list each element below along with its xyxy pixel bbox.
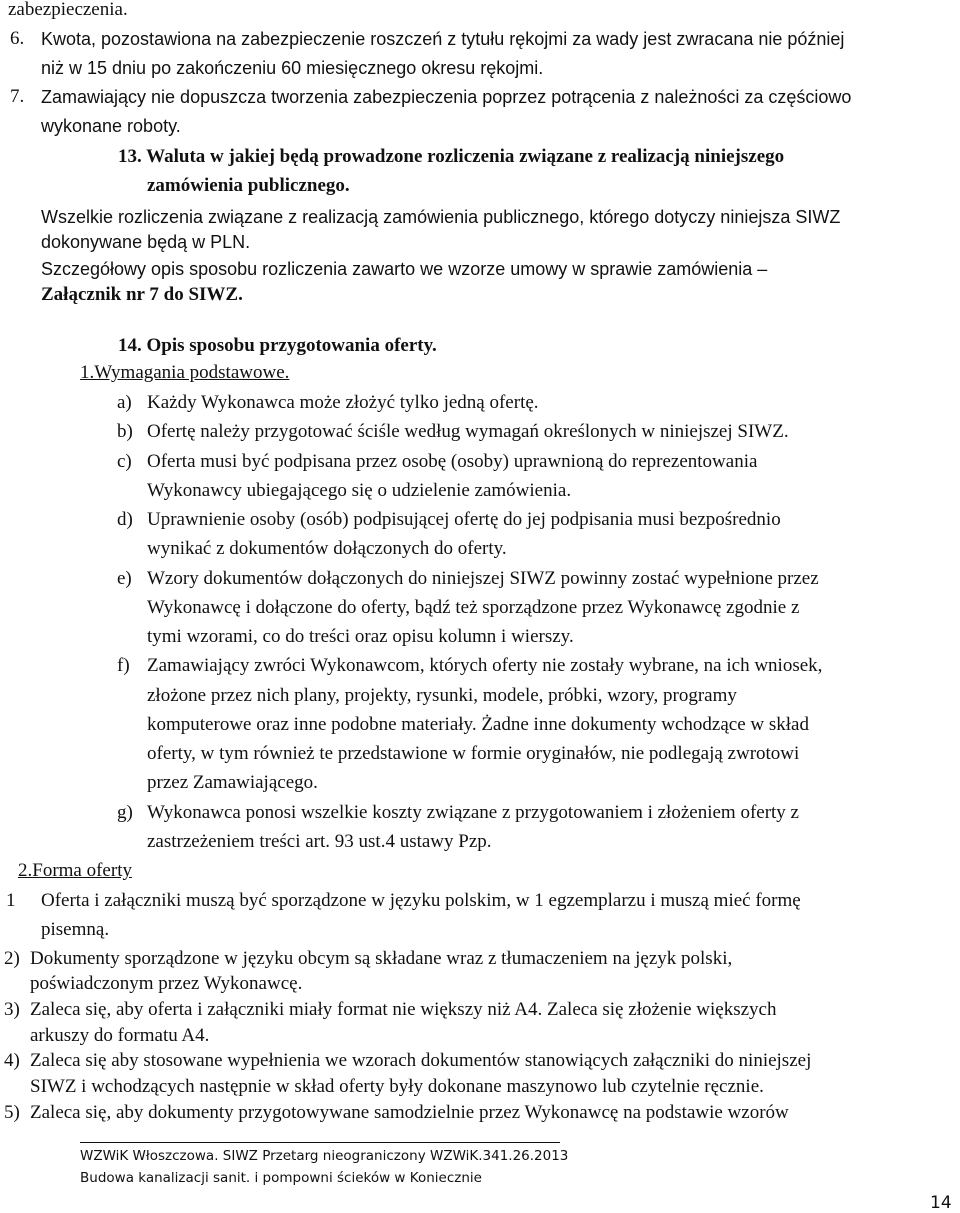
section-13-text: Szczegółowy opis sposobu rozliczenia zawarto we wzorze umowy w sprawie zamówienia – — [41, 259, 768, 279]
text-line: zabezpieczenia. — [8, 0, 128, 20]
list-item-e-line1: Wzory dokumentów dołączonych do niniejszej SIWZ powinny zostać wypełnione przez — [147, 568, 819, 589]
section-13-heading: 13. Waluta w jakiej będą prowadzone rozliczenia związane z realizacją niniejszego — [118, 146, 785, 167]
list-marker: g) — [117, 802, 133, 823]
section-13-text: dokonywane będą w PLN. — [41, 232, 251, 252]
list-item-f-line2: złożone przez nich plany, projekty, rysunki, modele, próbki, wzory, programy — [147, 685, 737, 706]
list-item-e-line2: Wykonawcę i dołączone do oferty, bądź też sporządzone przez Wykonawcę zgodnie z — [147, 597, 800, 618]
section-13-text: Wszelkie rozliczenia związane z realizacją zamówienia publicznego, którego dotyczy niniejsza SIWZ — [41, 207, 841, 227]
list-item-c-line1: Oferta musi być podpisana przez osobę (osoby) uprawnioną do reprezentowania — [147, 451, 758, 472]
list-marker: f) — [117, 655, 130, 676]
footer-line-2: Budowa kanalizacji sanit. i pompowni ścieków w Koniecznie — [80, 1170, 482, 1186]
list-item-d-line2: wynikać z dokumentów dołączonych do oferty. — [147, 538, 507, 559]
list-marker: d) — [117, 509, 133, 530]
list-marker: 4) — [4, 1050, 20, 1071]
list-marker: 1 — [6, 890, 16, 911]
list-marker: 2) — [4, 948, 20, 969]
numbered-item-5-line1: Zaleca się, aby dokumenty przygotowywane samodzielnie przez Wykonawcę na podstawie wzorów — [30, 1102, 789, 1123]
numbered-item-1-line2: pisemną. — [41, 919, 110, 940]
numbered-item-4-line1: Zaleca się aby stosowane wypełnienia we wzorach dokumentów stanowiących załączniki do niniejszej — [30, 1050, 812, 1071]
list-marker: 3) — [4, 999, 20, 1020]
list-item-f-line1: Zamawiający zwróci Wykonawcom, których oferty nie zostały wybrane, na ich wniosek, — [147, 655, 823, 676]
subheading-basic-requirements: 1.Wymagania podstawowe. — [80, 362, 290, 383]
footer-divider — [80, 1142, 560, 1143]
list-item-7-line1: Zamawiający nie dopuszcza tworzenia zabezpieczenia poprzez potrącenia z należności za częściowo — [41, 87, 852, 107]
list-marker: a) — [117, 392, 132, 413]
subheading-offer-form: 2.Forma oferty — [18, 860, 132, 881]
numbered-item-4-line2: SIWZ i wchodzących następnie w skład oferty były dokonane maszynowo lub czytelnie ręcznie. — [30, 1076, 764, 1097]
list-marker: b) — [117, 421, 133, 442]
list-item-7-line2: wykonane roboty. — [41, 116, 181, 136]
footer-line-1: WZWiK Włoszczowa. SIWZ Przetarg nieograniczony WZWiK.341.26.2013 — [80, 1148, 569, 1164]
list-item-f-line4: oferty, w tym również te przedstawione w formie oryginałów, nie podlegają zwrotowi — [147, 743, 800, 764]
list-item-g-line1: Wykonawca ponosi wszelkie koszty związane z przygotowaniem i złożeniem oferty z — [147, 802, 799, 823]
list-marker: c) — [117, 451, 132, 472]
list-item-c-line2: Wykonawcy ubiegającego się o udzielenie zamówienia. — [147, 480, 572, 501]
list-item-a: Każdy Wykonawca może złożyć tylko jedną ofertę. — [147, 392, 539, 413]
list-item-e-line3: tymi wzorami, co do treści oraz opisu kolumn i wierszy. — [147, 626, 574, 647]
list-marker: 6. — [10, 28, 25, 49]
list-item-b: Ofertę należy przygotować ściśle według wymagań określonych w niniejszej SIWZ. — [147, 421, 789, 442]
list-item-6-line2: niż w 15 dniu po zakończeniu 60 miesięcznego okresu rękojmi. — [41, 58, 544, 78]
list-marker: 7. — [10, 86, 25, 107]
section-14-heading: 14. Opis sposobu przygotowania oferty. — [118, 335, 437, 356]
numbered-item-3-line1: Zaleca się, aby oferta i załączniki miały format nie większy niż A4. Zaleca się złożenie większych — [30, 999, 777, 1020]
list-item-6-line1: Kwota, pozostawiona na zabezpieczenie roszczeń z tytułu rękojmi za wady jest zwracana nie później — [41, 29, 845, 49]
page-number: 14 — [930, 1193, 952, 1213]
list-item-f-line3: komputerowe oraz inne podobne materiały. Żadne inne dokumenty wchodzące w skład — [147, 714, 809, 735]
list-item-d-line1: Uprawnienie osoby (osób) podpisującej ofertę do jej podpisania musi bezpośrednio — [147, 509, 781, 530]
list-marker: e) — [117, 568, 132, 589]
numbered-item-2-line1: Dokumenty sporządzone w języku obcym są składane wraz z tłumaczeniem na język polski, — [30, 948, 733, 969]
list-item-g-line2: zastrzeżeniem treści art. 93 ust.4 ustawy Pzp. — [147, 831, 492, 852]
numbered-item-1-line1: Oferta i załączniki muszą być sporządzone w języku polskim, w 1 egzemplarzu i muszą mieć formę — [41, 890, 801, 911]
numbered-item-3-line2: arkuszy do formatu A4. — [30, 1025, 210, 1046]
list-marker: 5) — [4, 1102, 20, 1123]
list-item-f-line5: przez Zamawiającego. — [147, 772, 318, 793]
section-13-attachment-ref: Załącznik nr 7 do SIWZ. — [41, 284, 243, 305]
numbered-item-2-line2: poświadczonym przez Wykonawcę. — [30, 973, 303, 994]
section-13-heading-cont: zamówienia publicznego. — [147, 175, 350, 196]
